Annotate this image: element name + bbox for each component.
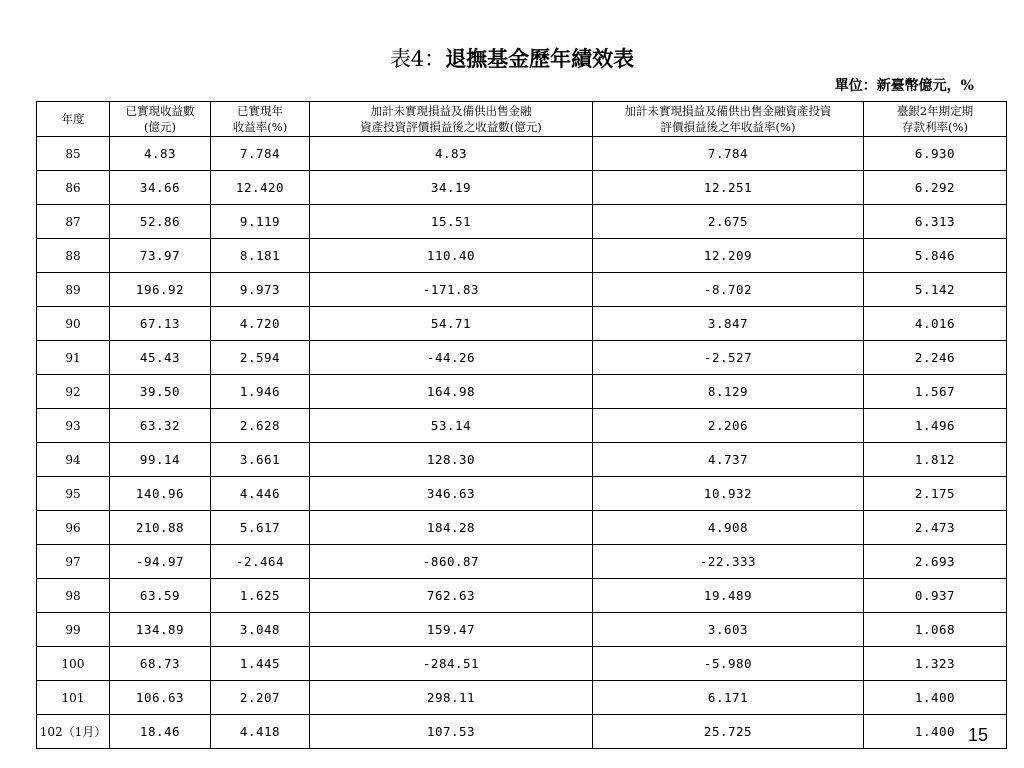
header-line: 資產投資評價損益後之收益數(億元) [360,120,542,134]
cell-adjusted-income: -284.51 [310,647,593,681]
cell-adjusted-yield: 12.251 [593,171,864,205]
cell-adjusted-income: -860.87 [310,545,593,579]
cell-deposit-rate: 1.496 [864,409,1007,443]
cell-adjusted-yield: -8.702 [593,273,864,307]
cell-realized-income: -94.97 [110,545,211,579]
cell-deposit-rate: 6.313 [864,205,1007,239]
cell-adjusted-yield: 6.171 [593,681,864,715]
cell-realized-income: 67.13 [110,307,211,341]
table-body [37,137,1007,749]
performance-table [36,101,1007,749]
cell-year: 93 [37,409,110,443]
cell-adjusted-income: 184.28 [310,511,593,545]
cell-year: 88 [37,239,110,273]
cell-year: 102（1月） [37,715,110,749]
cell-adjusted-income: 762.63 [310,579,593,613]
cell-year: 99 [37,613,110,647]
cell-deposit-rate: 2.246 [864,341,1007,375]
cell-realized-yield: 1.625 [211,579,310,613]
cell-realized-yield: 12.420 [211,171,310,205]
header-realized-yield [211,102,310,137]
cell-deposit-rate: 2.175 [864,477,1007,511]
table-row [37,409,1007,443]
cell-year: 100 [37,647,110,681]
cell-deposit-rate: 1.400 [864,715,1007,749]
cell-year: 85 [37,137,110,171]
table-row [37,171,1007,205]
cell-realized-income: 45.43 [110,341,211,375]
cell-realized-yield: 5.617 [211,511,310,545]
header-line: 加計未實現損益及備供出售金融 [370,104,532,118]
cell-realized-yield: 7.784 [211,137,310,171]
cell-year: 96 [37,511,110,545]
cell-realized-yield: 1.445 [211,647,310,681]
table-row [37,715,1007,749]
cell-adjusted-yield: 2.206 [593,409,864,443]
unit-note: 單位：新臺幣億元，% [834,78,974,94]
cell-realized-income: 63.59 [110,579,211,613]
header-line: 收益率(%) [232,120,288,134]
header-adjusted-income [310,102,593,137]
table-row [37,545,1007,579]
cell-deposit-rate: 5.142 [864,273,1007,307]
cell-adjusted-income: 107.53 [310,715,593,749]
cell-year: 95 [37,477,110,511]
cell-adjusted-yield: -22.333 [593,545,864,579]
title-main: 退撫基金歷年績效表 [445,46,635,71]
cell-deposit-rate: 6.930 [864,137,1007,171]
cell-realized-yield: -2.464 [211,545,310,579]
cell-adjusted-income: 54.71 [310,307,593,341]
table-row [37,341,1007,375]
header-line: (億元) [144,120,176,134]
cell-deposit-rate: 0.937 [864,579,1007,613]
header-line: 評價損益後之年收益率(%) [660,120,796,134]
cell-deposit-rate: 1.323 [864,647,1007,681]
cell-adjusted-yield: 19.489 [593,579,864,613]
cell-deposit-rate: 1.400 [864,681,1007,715]
table-row [37,477,1007,511]
cell-adjusted-income: 15.51 [310,205,593,239]
cell-adjusted-income: 298.11 [310,681,593,715]
title-prefix: 表4： [389,47,446,71]
cell-adjusted-income: 164.98 [310,375,593,409]
cell-year: 89 [37,273,110,307]
cell-year: 94 [37,443,110,477]
cell-realized-income: 134.89 [110,613,211,647]
table-row [37,681,1007,715]
cell-realized-income: 99.14 [110,443,211,477]
cell-year: 101 [37,681,110,715]
cell-deposit-rate: 1.567 [864,375,1007,409]
table-row [37,273,1007,307]
cell-realized-yield: 3.048 [211,613,310,647]
table-row [37,137,1007,171]
header-adjusted-yield [593,102,864,137]
cell-realized-income: 196.92 [110,273,211,307]
cell-deposit-rate: 1.812 [864,443,1007,477]
cell-realized-yield: 4.720 [211,307,310,341]
cell-year: 86 [37,171,110,205]
table-row [37,443,1007,477]
cell-year: 97 [37,545,110,579]
cell-adjusted-yield: 10.932 [593,477,864,511]
header-line: 存款利率(%) [902,120,968,134]
cell-deposit-rate: 2.693 [864,545,1007,579]
cell-year: 98 [37,579,110,613]
cell-adjusted-income: 34.19 [310,171,593,205]
cell-year: 91 [37,341,110,375]
cell-realized-yield: 1.946 [211,375,310,409]
table-row [37,239,1007,273]
cell-realized-income: 140.96 [110,477,211,511]
cell-realized-yield: 9.973 [211,273,310,307]
table-row [37,511,1007,545]
header-line: 已實現年 [237,104,283,118]
table-row [37,579,1007,613]
table-row [37,307,1007,341]
cell-adjusted-income: 4.83 [310,137,593,171]
header-line: 臺銀2年期定期 [896,104,974,118]
cell-adjusted-yield: -5.980 [593,647,864,681]
cell-realized-income: 106.63 [110,681,211,715]
cell-adjusted-yield: 12.209 [593,239,864,273]
page-title [0,44,1024,74]
table-row [37,647,1007,681]
header-deposit-rate [864,102,1007,137]
cell-deposit-rate: 6.292 [864,171,1007,205]
cell-deposit-rate: 5.846 [864,239,1007,273]
header-line: 加計未實現損益及備供出售金融資產投資 [624,104,832,118]
cell-realized-income: 63.32 [110,409,211,443]
cell-realized-income: 18.46 [110,715,211,749]
cell-realized-income: 68.73 [110,647,211,681]
cell-adjusted-income: 159.47 [310,613,593,647]
table-row [37,205,1007,239]
header-realized-income [110,102,211,137]
page-number: 15 [968,725,989,745]
header-row [37,102,1007,137]
cell-realized-income: 52.86 [110,205,211,239]
header-line: 已實現收益數 [125,104,195,118]
table-row [37,613,1007,647]
cell-adjusted-yield: 4.908 [593,511,864,545]
cell-year: 90 [37,307,110,341]
cell-adjusted-yield: 25.725 [593,715,864,749]
header-line: 年度 [61,112,85,126]
cell-adjusted-income: 53.14 [310,409,593,443]
cell-realized-yield: 3.661 [211,443,310,477]
cell-adjusted-yield: 3.603 [593,613,864,647]
cell-realized-yield: 2.594 [211,341,310,375]
cell-deposit-rate: 2.473 [864,511,1007,545]
cell-realized-income: 39.50 [110,375,211,409]
cell-adjusted-yield: 4.737 [593,443,864,477]
cell-realized-yield: 2.628 [211,409,310,443]
cell-realized-yield: 4.446 [211,477,310,511]
cell-adjusted-income: -171.83 [310,273,593,307]
cell-adjusted-income: 128.30 [310,443,593,477]
cell-adjusted-income: -44.26 [310,341,593,375]
cell-deposit-rate: 4.016 [864,307,1007,341]
cell-adjusted-yield: 2.675 [593,205,864,239]
cell-realized-income: 73.97 [110,239,211,273]
cell-realized-yield: 4.418 [211,715,310,749]
cell-realized-yield: 2.207 [211,681,310,715]
table-row [37,375,1007,409]
cell-realized-yield: 8.181 [211,239,310,273]
cell-adjusted-income: 346.63 [310,477,593,511]
cell-adjusted-yield: 8.129 [593,375,864,409]
cell-adjusted-yield: -2.527 [593,341,864,375]
header-year [37,102,110,137]
cell-year: 92 [37,375,110,409]
cell-realized-income: 210.88 [110,511,211,545]
cell-realized-income: 4.83 [110,137,211,171]
cell-adjusted-income: 110.40 [310,239,593,273]
cell-deposit-rate: 1.068 [864,613,1007,647]
cell-adjusted-yield: 7.784 [593,137,864,171]
cell-adjusted-yield: 3.847 [593,307,864,341]
cell-realized-yield: 9.119 [211,205,310,239]
cell-year: 87 [37,205,110,239]
cell-realized-income: 34.66 [110,171,211,205]
